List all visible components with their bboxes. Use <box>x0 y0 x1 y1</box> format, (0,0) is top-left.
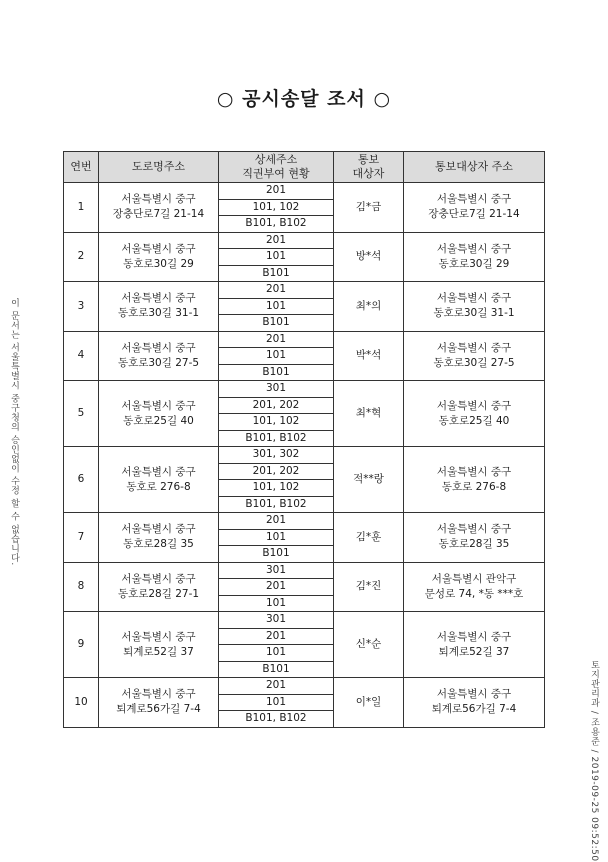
target-address-line2: 동호로 276-8 <box>441 480 507 493</box>
target-address-line1: 서울특별시 중구 <box>436 523 512 536</box>
road-address-line2: 장충단로7길 21-14 <box>112 208 205 221</box>
road-address-line1: 서울특별시 중구 <box>121 292 196 305</box>
road-address-cell <box>99 678 219 728</box>
row-number: 5 <box>64 381 99 447</box>
row-number: 9 <box>64 612 99 678</box>
target-address-cell <box>404 232 545 282</box>
row-number: 2 <box>64 232 99 282</box>
header-notify-target: 통보 대상자 <box>334 152 404 183</box>
road-address-line2: 동호로 276-8 <box>126 480 191 493</box>
target-address-cell <box>404 282 545 332</box>
road-address-line1: 서울특별시 중구 <box>121 193 196 206</box>
road-address-cell <box>99 562 219 612</box>
road-address-line2: 동호로30길 27-5 <box>117 356 200 369</box>
target-address-line2: 퇴계로52길 37 <box>438 645 510 658</box>
notify-target-name: 적**랑 <box>334 447 404 513</box>
road-address-cell <box>99 183 219 233</box>
detail-unit-cell: 101 <box>219 298 334 315</box>
detail-unit-cell: 101 <box>219 348 334 365</box>
table-row <box>64 612 545 629</box>
row-number: 7 <box>64 513 99 563</box>
detail-unit-cell: B101, B102 <box>219 216 334 233</box>
table-row <box>64 232 545 249</box>
table-row <box>64 282 545 299</box>
right-margin-note: 토지관리과 / 조용준 / 2019-09-25 09:52:50 <box>589 660 599 862</box>
detail-unit-cell: 201 <box>219 579 334 596</box>
header-target-address: 통보대상자 주소 <box>404 152 545 183</box>
notify-target-name: 박*석 <box>334 331 404 381</box>
detail-unit-cell: 101, 102 <box>219 414 334 431</box>
target-address-line2: 동호로25길 40 <box>438 414 510 427</box>
detail-unit-cell: 301 <box>219 381 334 398</box>
target-address-line1: 서울특별시 중구 <box>436 688 512 701</box>
road-address-cell <box>99 331 219 381</box>
row-number: 6 <box>64 447 99 513</box>
road-address-line1: 서울특별시 중구 <box>121 242 196 255</box>
detail-unit-cell: 201, 202 <box>219 397 334 414</box>
road-address-line1: 서울특별시 중구 <box>121 341 196 354</box>
left-margin-note: 이 문서는 서울특별시 중구청의 승인없이 수정 할 수 없습니다. <box>9 298 19 566</box>
road-address-line2: 동호로30길 31-1 <box>117 307 200 320</box>
target-address-line1: 서울특별시 관악구 <box>431 572 517 585</box>
detail-unit-cell: 101 <box>219 249 334 266</box>
detail-unit-cell: 201 <box>219 628 334 645</box>
notify-target-name: 김*진 <box>334 562 404 612</box>
target-address-line2: 동호로28길 35 <box>438 538 510 551</box>
detail-unit-cell: 101 <box>219 595 334 612</box>
target-address-line2: 동호로30길 27-5 <box>433 356 515 369</box>
table-row <box>64 447 545 464</box>
detail-unit-cell: 101, 102 <box>219 480 334 497</box>
detail-unit-cell: 201 <box>219 678 334 695</box>
header-detail-address: 상세주소 직권부여 현황 <box>219 152 334 183</box>
target-address-line1: 서울특별시 중구 <box>436 399 512 412</box>
detail-unit-cell: 301, 302 <box>219 447 334 464</box>
road-address-line2: 동호로28길 35 <box>123 538 194 551</box>
target-address-line2: 동호로30길 31-1 <box>433 307 515 320</box>
target-address-line2: 장충단로7길 21-14 <box>428 208 520 221</box>
detail-unit-cell: 101 <box>219 529 334 546</box>
header-no: 연번 <box>64 152 99 183</box>
road-address-cell <box>99 381 219 447</box>
detail-unit-cell: B101 <box>219 546 334 563</box>
notify-target-name: 김*훈 <box>334 513 404 563</box>
detail-unit-cell: 101 <box>219 694 334 711</box>
road-address-line1: 서울특별시 중구 <box>121 630 196 643</box>
row-number: 8 <box>64 562 99 612</box>
road-address-cell <box>99 612 219 678</box>
detail-unit-cell: B101 <box>219 364 334 381</box>
target-address-cell <box>404 381 545 447</box>
row-number: 10 <box>64 678 99 728</box>
table-header-row <box>64 152 545 183</box>
table-row <box>64 331 545 348</box>
detail-unit-cell: B101, B102 <box>219 711 334 728</box>
road-address-line1: 서울특별시 중구 <box>121 523 196 536</box>
road-address-line1: 서울특별시 중구 <box>121 688 196 701</box>
target-address-line1: 서울특별시 중구 <box>436 242 512 255</box>
road-address-line2: 퇴계로56가길 7-4 <box>116 703 201 716</box>
target-address-cell <box>404 612 545 678</box>
detail-unit-cell: 301 <box>219 612 334 629</box>
detail-unit-cell: B101, B102 <box>219 430 334 447</box>
service-record-table <box>63 151 545 728</box>
table-row <box>64 513 545 530</box>
road-address-cell <box>99 447 219 513</box>
notify-target-name: 방*석 <box>334 232 404 282</box>
target-address-cell <box>404 678 545 728</box>
road-address-line1: 서울특별시 중구 <box>121 465 196 478</box>
detail-unit-cell: 301 <box>219 562 334 579</box>
detail-unit-cell: B101, B102 <box>219 496 334 513</box>
target-address-cell <box>404 331 545 381</box>
detail-unit-cell: 201 <box>219 232 334 249</box>
road-address-cell <box>99 232 219 282</box>
road-address-line1: 서울특별시 중구 <box>121 399 196 412</box>
detail-unit-cell: B101 <box>219 661 334 678</box>
target-address-line2: 문성로 74, *동 ***호 <box>424 587 524 600</box>
road-address-cell <box>99 513 219 563</box>
row-number: 4 <box>64 331 99 381</box>
row-number: 3 <box>64 282 99 332</box>
target-address-line1: 서울특별시 중구 <box>436 193 512 206</box>
table-row <box>64 678 545 695</box>
target-address-line1: 서울특별시 중구 <box>436 630 512 643</box>
target-address-line2: 퇴계로56가길 7-4 <box>431 703 517 716</box>
table-row <box>64 562 545 579</box>
detail-unit-cell: B101 <box>219 315 334 332</box>
document-title: ○ 공시송달 조서 ○ <box>216 88 392 110</box>
detail-unit-cell: 201 <box>219 282 334 299</box>
target-address-line1: 서울특별시 중구 <box>436 341 512 354</box>
table-row <box>64 381 545 398</box>
road-address-line2: 동호로28길 27-1 <box>117 587 200 600</box>
target-address-cell <box>404 562 545 612</box>
notify-target-name: 신*순 <box>334 612 404 678</box>
detail-unit-cell: 201 <box>219 331 334 348</box>
notify-target-name: 최*의 <box>334 282 404 332</box>
notify-target-name: 김*금 <box>334 183 404 233</box>
table-row <box>64 183 545 200</box>
notify-target-name: 최*혁 <box>334 381 404 447</box>
target-address-line1: 서울특별시 중구 <box>436 292 512 305</box>
table-body <box>64 183 545 728</box>
road-address-cell <box>99 282 219 332</box>
detail-unit-cell: 101, 102 <box>219 199 334 216</box>
row-number: 1 <box>64 183 99 233</box>
detail-unit-cell: 201, 202 <box>219 463 334 480</box>
road-address-line2: 동호로25길 40 <box>123 414 194 427</box>
notify-target-name: 이*일 <box>334 678 404 728</box>
target-address-line2: 동호로30길 29 <box>438 257 510 270</box>
road-address-line1: 서울특별시 중구 <box>121 572 196 585</box>
road-address-line2: 퇴계로52길 37 <box>123 645 194 658</box>
header-road-address: 도로명주소 <box>99 152 219 183</box>
target-address-cell <box>404 513 545 563</box>
detail-unit-cell: 201 <box>219 183 334 200</box>
road-address-line2: 동호로30길 29 <box>123 257 194 270</box>
detail-unit-cell: 101 <box>219 645 334 662</box>
target-address-line1: 서울특별시 중구 <box>436 465 512 478</box>
detail-unit-cell: 201 <box>219 513 334 530</box>
target-address-cell <box>404 183 545 233</box>
detail-unit-cell: B101 <box>219 265 334 282</box>
target-address-cell <box>404 447 545 513</box>
